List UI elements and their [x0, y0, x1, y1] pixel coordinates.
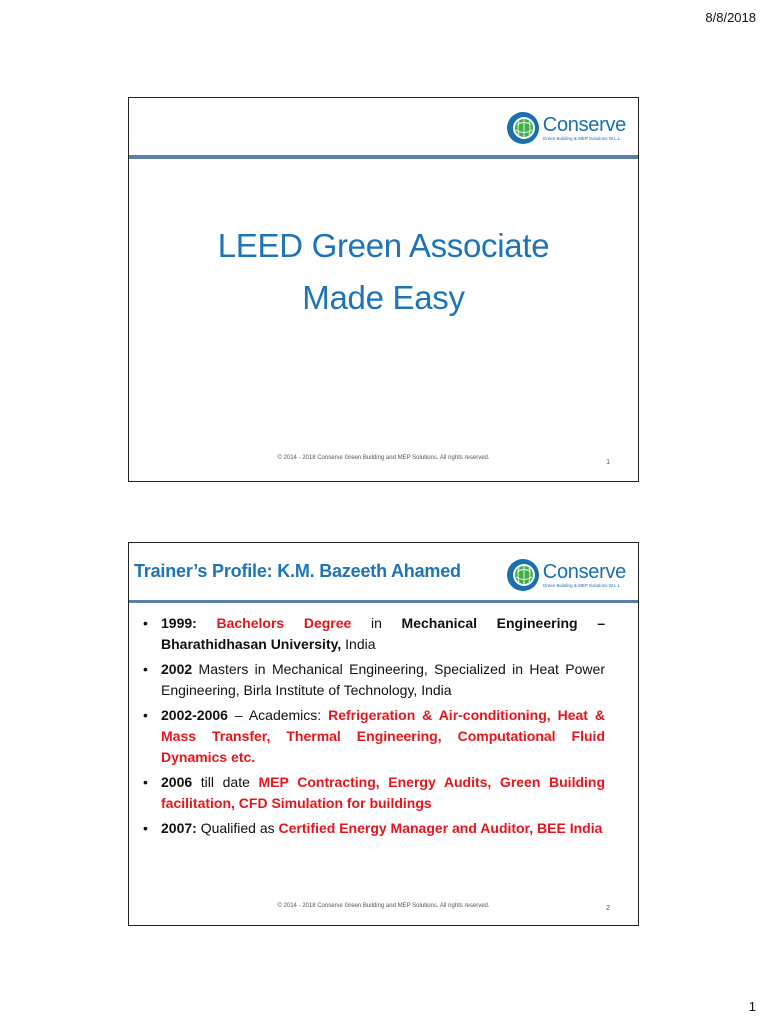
bullet-icon: •	[143, 615, 148, 631]
title-line-2: Made Easy	[302, 279, 465, 316]
profile-list	[141, 613, 605, 843]
globe-icon	[506, 558, 540, 592]
slide-footer: © 2014 - 2018 Conserve Green Building and MEP Solutions. All rights reserved.	[277, 455, 490, 461]
page-number: 1	[748, 999, 756, 1014]
slide-1	[128, 97, 639, 482]
bullet-icon: •	[143, 661, 148, 677]
slide-title: Trainer’s Profile: K.M. Bazeeth Ahamed	[134, 561, 461, 581]
bullet-icon: •	[143, 774, 148, 790]
globe-icon	[506, 111, 540, 145]
slide-number: 2	[606, 905, 610, 912]
brand-name: Conserve	[542, 560, 626, 583]
slide-title	[129, 220, 638, 324]
list-item: • 2006 till date MEP Contracting, Energy Audits, Green Building facilitation, CFD Simulation for buildings	[143, 774, 606, 811]
brand-name: Conserve	[542, 113, 626, 136]
list-item: • 2007: Qualified as Certified Energy Manager and Auditor, BEE India	[141, 818, 605, 839]
list-item: • 2002-2006 – Academics: Refrigeration & Air-conditioning, Heat & Mass Transfer, Thermal Engineering, Computational Fluid Dynamics etc.	[143, 707, 605, 765]
brand-tagline: Green Building & MEP Solutions W.L.L	[542, 582, 621, 588]
bullet-icon: •	[143, 820, 148, 836]
brand-tagline: Green Building & MEP Solutions W.L.L	[542, 135, 621, 141]
conserve-logo	[506, 111, 626, 145]
list-item: • 2002 Masters in Mechanical Engineering, Specialized in Heat Power Engineering, Birla Institute of Technology, India	[143, 661, 605, 698]
slide-footer: © 2014 - 2018 Conserve Green Building and MEP Solutions. All rights reserved.	[277, 903, 490, 909]
slide-2	[128, 542, 639, 926]
conserve-logo	[506, 558, 626, 592]
slide-number: 1	[606, 459, 610, 466]
bullet-icon: •	[143, 707, 148, 723]
header-rule	[129, 600, 638, 603]
title-line-1: LEED Green Associate	[217, 227, 550, 264]
list-item: • 1999: Bachelors Degree in Mechanical Engineering – Bharathidhasan University, India	[143, 615, 606, 652]
page-date: 8/8/2018	[705, 10, 756, 25]
header-rule	[129, 155, 638, 159]
